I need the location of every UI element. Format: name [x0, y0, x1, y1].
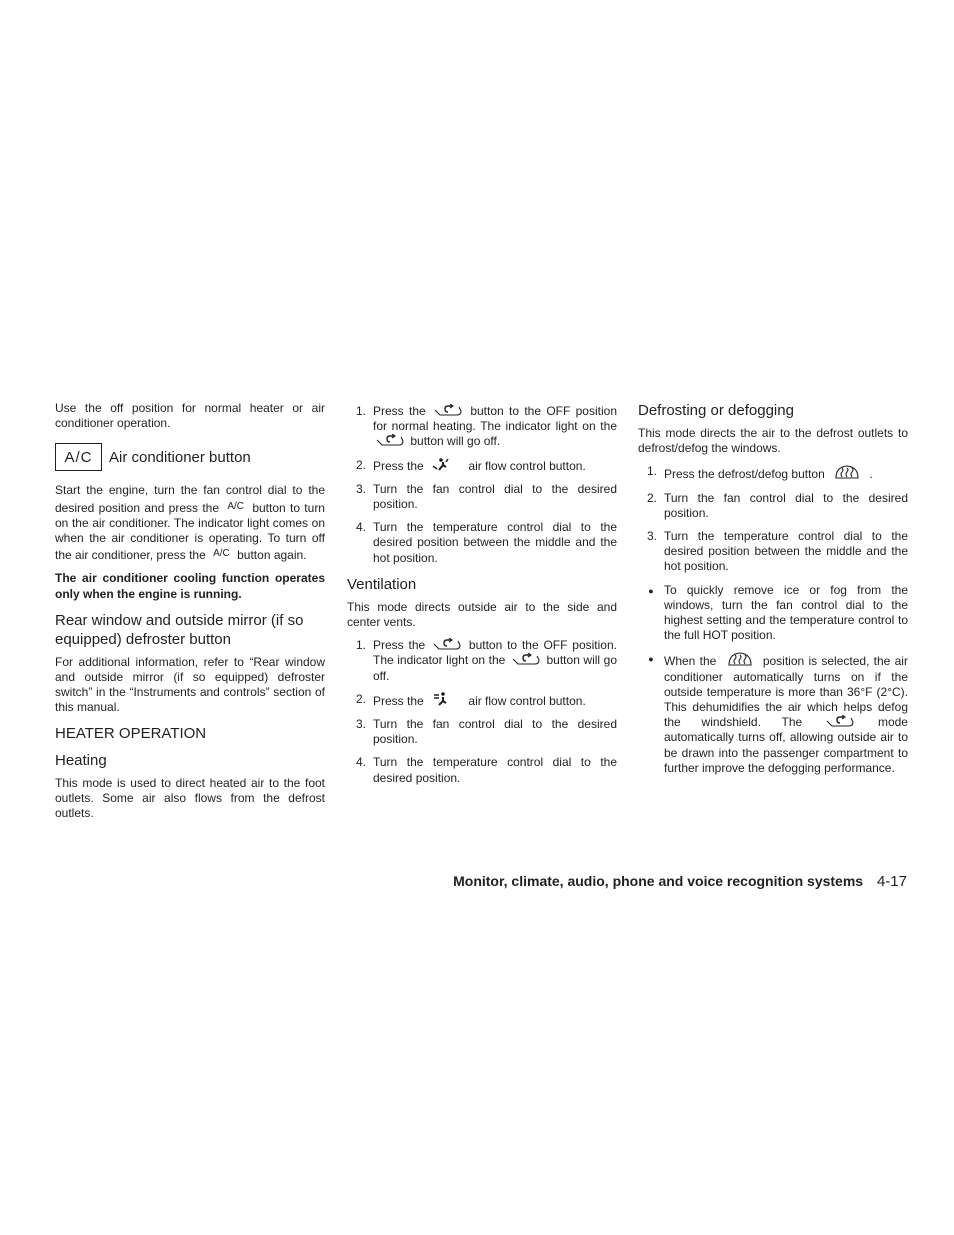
list-item: 1. Press the button to the OFF position. The indicator light on the button will go off. — [355, 638, 618, 683]
intro-text: Use the off position for normal heater or air conditioner operation. — [55, 401, 325, 431]
bullet-icon: ● — [648, 585, 654, 596]
ac-inline-icon: A/C — [213, 548, 230, 560]
ac-note: The air conditioner cooling function operates only when the engine is running. — [55, 571, 325, 601]
heating-title: Heating — [55, 751, 107, 769]
column-right — [638, 401, 908, 776]
air-recirculation-icon — [511, 653, 541, 666]
list-item: 4. Turn the temperature control dial to the desired position between the middle and the hot position. — [355, 520, 617, 565]
foot-mode-icon — [431, 458, 459, 472]
heating-text: This mode is used to direct heated air to the foot outlets. Some air also flows from the defrost outlets. — [55, 775, 325, 821]
list-item: 1. Press the button to the OFF position for normal heating. The indicator light on the button will go off. — [355, 404, 617, 449]
vent-mode-icon — [431, 692, 459, 707]
air-recirculation-icon — [375, 434, 405, 447]
air-recirculation-icon — [825, 715, 855, 728]
front-defrost-icon — [834, 464, 860, 480]
ventilation-title: Ventilation — [347, 575, 417, 593]
ventilation-text: This mode directs outside air to the side and center vents. — [347, 599, 617, 630]
rear-defroster-text: For additional information, refer to “Rear window and outside mirror (if so equipped) defroster switch” in the “Instruments and controls” section of this manual. — [55, 654, 325, 715]
ac-button-icon: A/C — [55, 443, 102, 471]
front-defrost-icon — [727, 651, 753, 667]
list-item: 3. Turn the fan control dial to the desired position. — [355, 481, 617, 512]
list-item: 2. Press the air flow control button. — [355, 457, 586, 473]
list-item: 1. Press the defrost/defog button . — [646, 464, 873, 482]
column-middle — [347, 401, 617, 786]
air-recirculation-icon — [432, 638, 462, 651]
bullet-item: ● When the position is selected, the air conditioner automatically turns on if the outside temperature is more than 36°F (2°C). This dehumidifies the air which helps defog the windshield. The mode automatically turns off, allowing outside air to be drawn into the passenger compartment to further improve the defogging performance. — [638, 651, 908, 776]
list-item: 3. Turn the temperature control dial to the desired position between the middle and the hot position. — [646, 529, 908, 574]
ac-title: Air conditioner button — [109, 448, 251, 466]
ac-paragraph: Start the engine, turn the fan control dial to the desired position and press the $^{A/C}$ button to turn on the air conditioner. The indicator light comes on when the air conditioner is operating. To turn off the air conditioner, press the $^{A/C}$ button again. — [55, 483, 325, 563]
rear-defroster-title: Rear window and outside mirror (if so equipped) defroster button — [55, 611, 304, 648]
bullet-item: ● To quickly remove ice or fog from the windows, turn the fan control dial to the highest setting and the temperature control to the full HOT position. — [638, 583, 908, 644]
list-item: 3. Turn the fan control dial to the desired position. — [355, 717, 617, 747]
air-recirculation-icon — [433, 404, 463, 417]
page-number: 4-17 — [876, 873, 907, 890]
footer-section-title: Monitor, climate, audio, phone and voice recognition systems — [453, 873, 864, 889]
list-item: 2. Turn the fan control dial to the desired position. — [646, 490, 908, 520]
ac-heading — [55, 443, 325, 471]
defrost-text: This mode directs the air to the defrost outlets to defrost/defog the windows. — [638, 426, 908, 456]
page-footer — [453, 872, 907, 891]
column-left — [55, 401, 325, 821]
heater-operation-heading: HEATER OPERATION — [55, 724, 207, 742]
ac-inline-icon: A/C — [227, 500, 244, 512]
bullet-icon: ● — [648, 654, 654, 665]
list-item: 2. Press the air flow control button. — [355, 691, 586, 708]
list-item: 4. Turn the temperature control dial to the desired position. — [355, 755, 617, 785]
defrost-title: Defrosting or defogging — [638, 402, 794, 419]
